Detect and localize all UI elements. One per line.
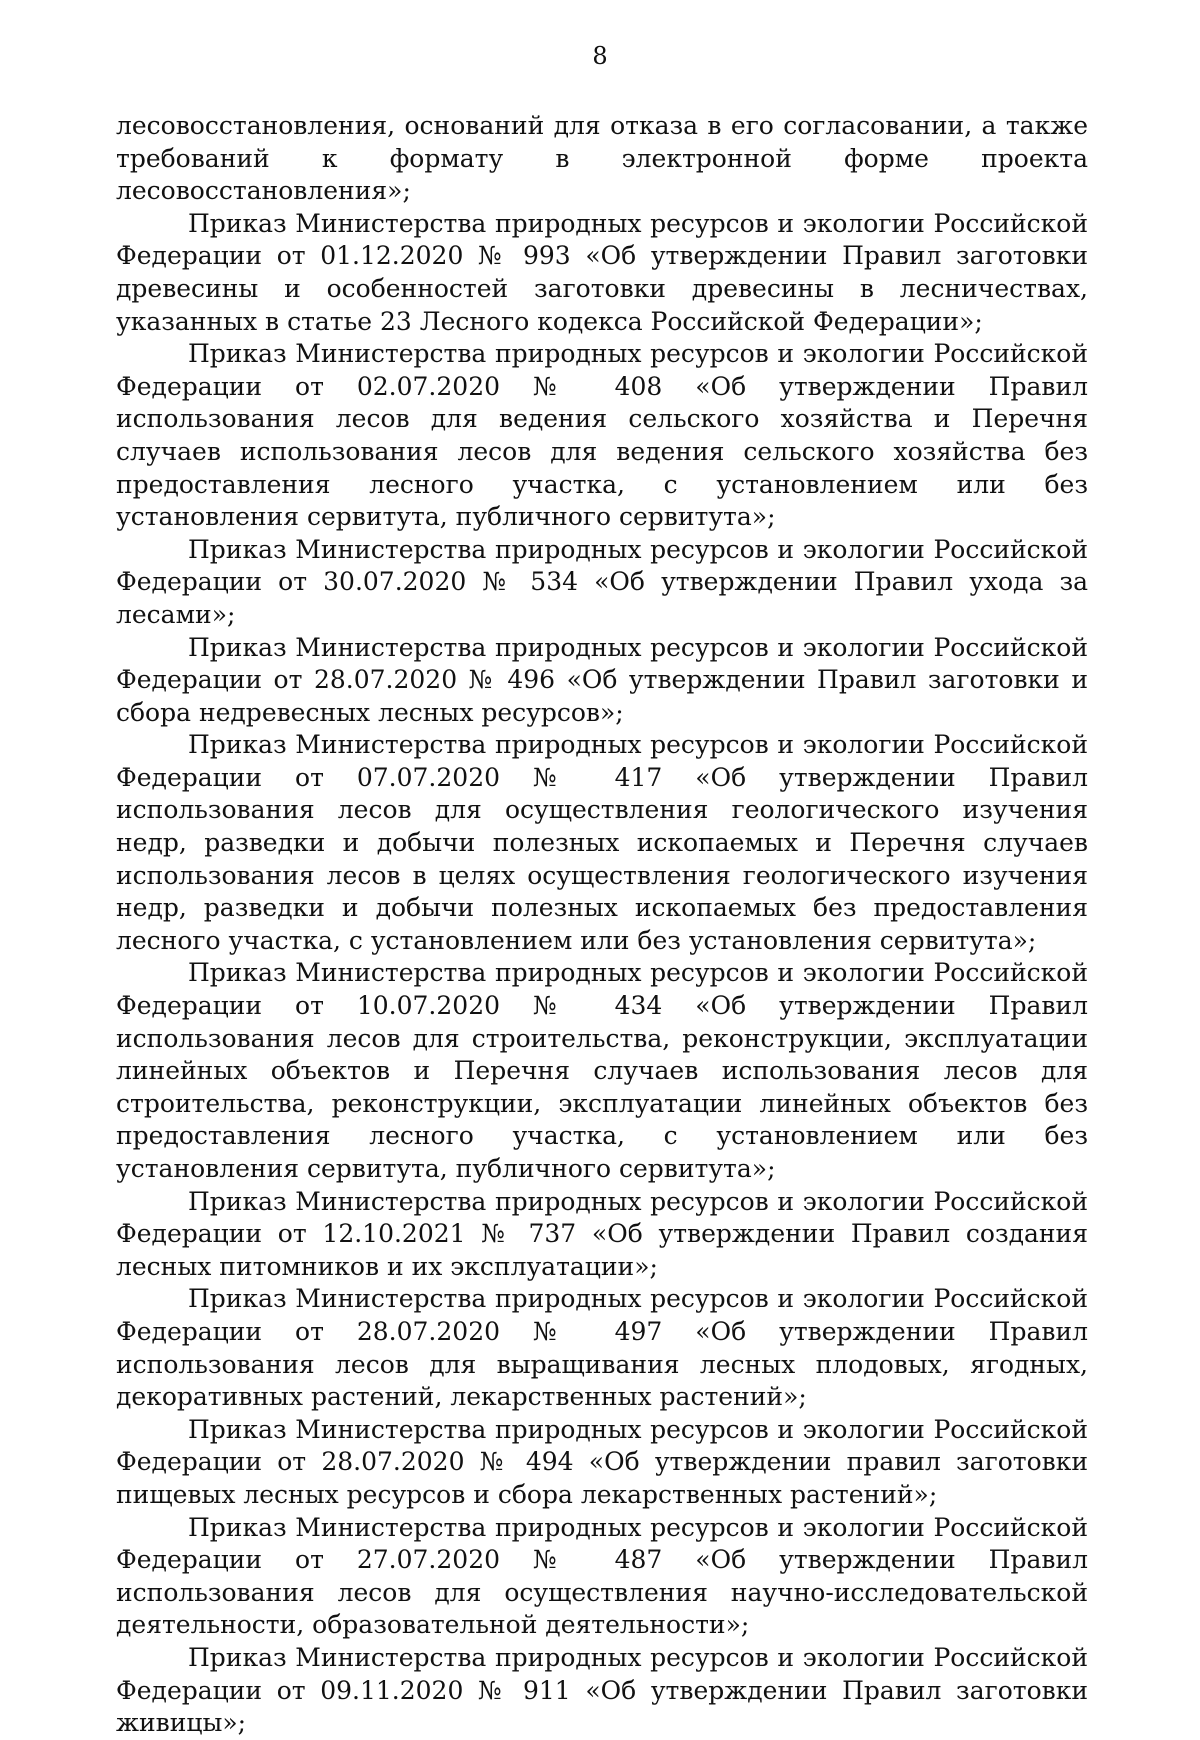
order-paragraph-737: Приказ Министерства природных ресурсов и экологии Российской Федерации от 12.10.2021 № 737 «Об утверждении Правил создания лесных питомников и их эксплуатации»; [116, 1186, 1088, 1281]
order-paragraph-417: Приказ Министерства природных ресурсов и экологии Российской Федерации от 07.07.2020 № 417 «Об утверждении Правил использования лесов для осуществления геологического изучения недр, разведки и добычи полезных ископаемых и Перечня случаев использования лесов в целях осуществления геологического изучения недр, разведки и добычи полезных ископаемых без предоставления лесного участка, с установлением или без установления сервитута»; [116, 730, 1088, 955]
order-paragraph-434: Приказ Министерства природных ресурсов и экологии Российской Федерации от 10.07.2020 № 434 «Об утверждении Правил использования лесов для строительства, реконструкции, эксплуатации линейных объектов и Перечня случаев использования лесов для строительства, реконструкции, эксплуатации линейных объектов без предоставления лесного участка, с установлением или без установления сервитута, публичного сервитута»; [116, 958, 1088, 1183]
order-paragraph-496: Приказ Министерства природных ресурсов и экологии Российской Федерации от 28.07.2020 № 496 «Об утверждении Правил заготовки и сбора недревесных лесных ресурсов»; [116, 632, 1088, 727]
order-paragraph-911: Приказ Министерства природных ресурсов и экологии Российской Федерации от 09.11.2020 № 911 «Об утверждении Правил заготовки живицы»; [116, 1642, 1088, 1738]
order-paragraph-534: Приказ Министерства природных ресурсов и экологии Российской Федерации от 30.07.2020 № 534 «Об утверждении Правил ухода за лесами»; [116, 534, 1088, 629]
document-body [116, 110, 1088, 1740]
paragraph-continuation: лесовосстановления, оснований для отказа в его согласовании, а также требований к формату в электронной форме проекта лесовосстановления»; [116, 111, 1088, 206]
order-paragraph-993: Приказ Министерства природных ресурсов и экологии Российской Федерации от 01.12.2020 № 993 «Об утверждении Правил заготовки древесины и особенностей заготовки древесины в лесничествах, указанных в статье 23 Лесного кодекса Российской Федерации»; [116, 208, 1088, 336]
order-paragraph-494: Приказ Министерства природных ресурсов и экологии Российской Федерации от 28.07.2020 № 494 «Об утверждении правил заготовки пищевых лесных ресурсов и сбора лекарственных растений»; [116, 1414, 1088, 1509]
page-number: 8 [592, 42, 608, 70]
order-paragraph-408: Приказ Министерства природных ресурсов и экологии Российской Федерации от 02.07.2020 № 408 «Об утверждении Правил использования лесов для ведения сельского хозяйства и Перечня случаев использования лесов для ведения сельского хозяйства без предоставления лесного участка, с установлением или без установления сервитута, публичного сервитута»; [116, 339, 1088, 532]
order-paragraph-497: Приказ Министерства природных ресурсов и экологии Российской Федерации от 28.07.2020 № 497 «Об утверждении Правил использования лесов для выращивания лесных плодовых, ягодных, декоративных растений, лекарственных растений»; [116, 1284, 1088, 1412]
order-paragraph-487: Приказ Министерства природных ресурсов и экологии Российской Федерации от 27.07.2020 № 487 «Об утверждении Правил использования лесов для осуществления научно-исследовательской деятельности, образовательной деятельности»; [116, 1512, 1088, 1640]
